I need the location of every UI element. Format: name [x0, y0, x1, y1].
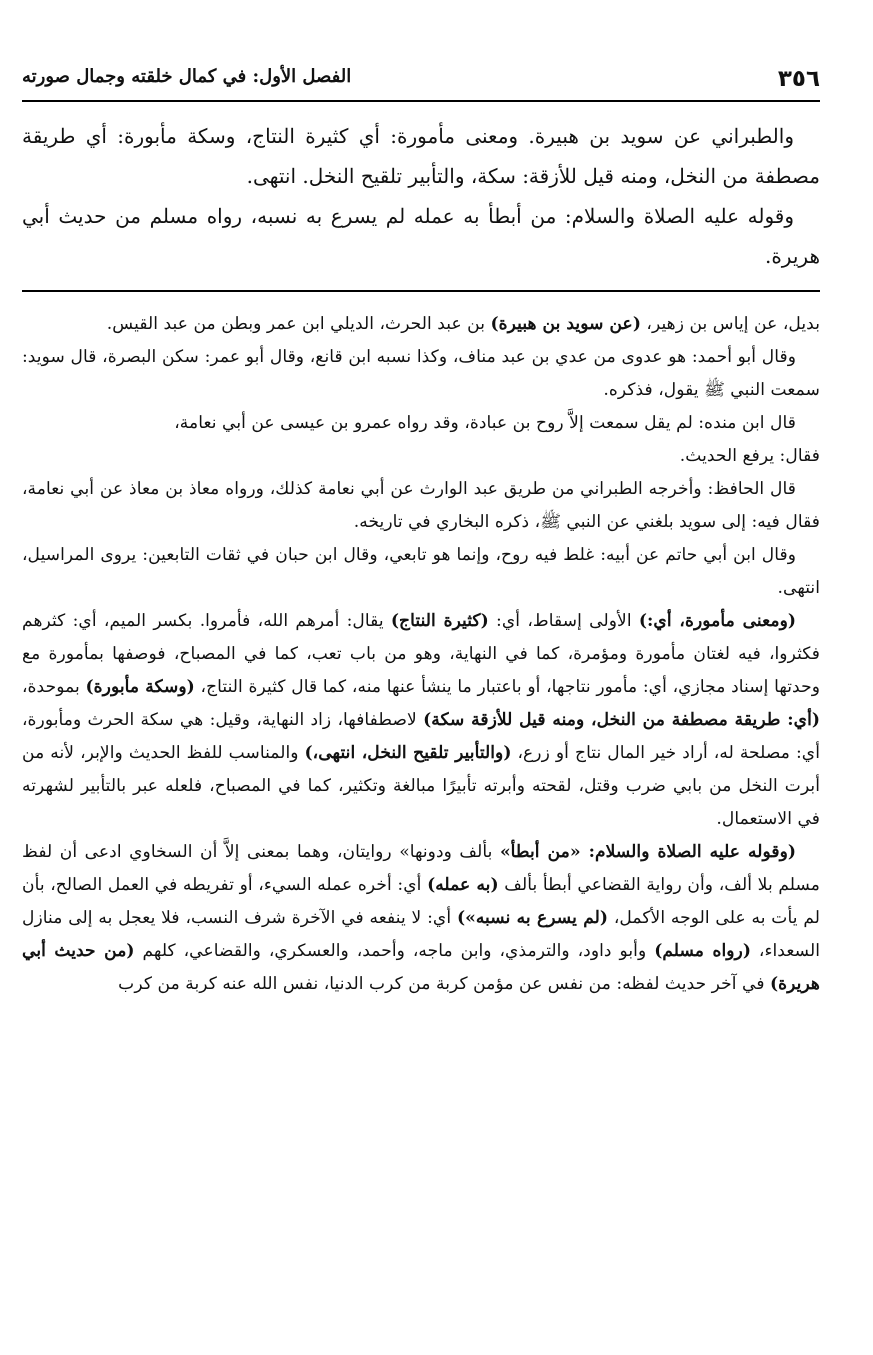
commentary-quote: (كثيرة النتاج) [390, 611, 489, 631]
page-number: ٣٥٦ [777, 66, 820, 92]
matn-text-block [22, 102, 820, 292]
commentary-quote: (به عمله) [427, 875, 499, 895]
commentary-text: الأولى إسقاط، أي: [496, 611, 632, 631]
commentary-text-block [22, 292, 820, 1001]
commentary-quote: (عن سويد بن هبيرة) [490, 314, 641, 334]
commentary-quote: (من حديث أبي هريرة) [22, 941, 820, 994]
matn-paragraph: والطبراني عن سويد بن هبيرة. ومعنى مأمورة: أي كثيرة النتاج، وسكة مأبورة: أي طريقة مصطفة من النخل، ومنه قيل للأزقة: سكة، والتأبير تلقيح النخل. انتهى. [22, 124, 820, 188]
commentary-text: في آخر حديث لفظه: من نفس عن مؤمن كربة من كرب الدنيا، نفس الله عنه كربة من كرب [118, 974, 765, 994]
commentary-text: وأبو داود، والترمذي، وابن ماجه، وأحمد، والعسكري، والقضاعي، كلهم [142, 941, 647, 961]
commentary-text: بألف ودونها» روايتان، وهما بمعنى إلاَّ أن السخاوي ادعى أن لفظ مسلم بلا ألف، وأن رواية القضاعي أبطأ بألف [22, 842, 821, 895]
commentary-paragraph: وقال أبو أحمد: هو عدوى من عدي بن عبد مناف، وكذا نسبه ابن قانع، وقال أبو عمر: سكن البصرة، قال سويد: سمعت النبي ﷺ يقول، فذكره. [22, 347, 820, 400]
commentary-quote: (رواه مسلم) [654, 941, 751, 961]
commentary-paragraph [22, 308, 820, 341]
commentary-quote: (ومعنى مأمورة، أي:) [638, 611, 797, 631]
commentary-paragraph: وقال ابن أبي حاتم عن أبيه: غلط فيه روح، وإنما هو تابعي، وقال ابن حبان في ثقات التابعين: يروى المراسيل، انتهى. [22, 545, 820, 598]
commentary-quote: (والتأبير تلقيح النخل، انتهى،) [304, 743, 512, 763]
commentary-text: بموحدة، [22, 677, 80, 697]
commentary-text: بديل، عن إياس بن زهير، [646, 314, 820, 334]
commentary-paragraph: فقال: يرفع الحديث. [679, 446, 820, 466]
commentary-paragraph [22, 605, 820, 836]
commentary-quote: (وقوله عليه الصلاة والسلام: «من أبطأ» [499, 842, 797, 862]
commentary-quote: (أي: طريقة مصطفة من النخل، ومنه قيل للأزقة سكة) [423, 710, 820, 730]
commentary-text: بن عبد الحرث، الديلي ابن عمر وبطن من عبد القيس. [106, 314, 486, 334]
commentary-quote: (وسكة مأبورة) [85, 677, 195, 697]
commentary-text: أي: لا ينفعه في الآخرة شرف النسب، فلا يعجل به إلى منازل السعداء، [22, 908, 820, 961]
commentary-text: يقال: أمرهم الله، فأمروا. بكسر الميم، أي: كثرهم فكثروا، فيه لغتان مأمورة ومؤمرة، كما في النهاية، وهو من باب تعب، كما في المصباح، فوصفها بمأمورة مع وحدتها إسناد مجازي، أي: مأمور نتاجها، أو باعتبار ما ينشأ عنها منه، كما قال كثيرة النتاج، [22, 611, 820, 697]
commentary-text: لاصطفافها، زاد النهاية، وقيل: هي سكة الحرث ومأبورة، أي: مصلحة له، أراد خير المال نتاج أو زرع، [22, 710, 820, 763]
commentary-text: أي: أخره عمله السيء، أو تفريطه في العمل الصالح، بأن لم يأت به على الوجه الأكمل، [22, 875, 820, 928]
book-page [22, 52, 820, 1001]
running-title: الفصل الأول: في كمال خلقته وجمال صورته [22, 66, 352, 87]
commentary-quote: (لم يسرع به نسبه») [456, 908, 609, 928]
commentary-paragraph [22, 836, 820, 1001]
page-header [22, 52, 820, 102]
commentary-paragraph: قال ابن منده: لم يقل سمعت إلاَّ روح بن عبادة، وقد رواه عمرو بن عيسى عن أبي نعامة، [174, 413, 796, 433]
matn-paragraph: وقوله عليه الصلاة والسلام: من أبطأ به عمله لم يسرع به نسبه، رواه مسلم من حديث أبي هريرة. [22, 204, 820, 268]
commentary-paragraph: قال الحافظ: وأخرجه الطبراني من طريق عبد الوارث عن أبي نعامة كذلك، ورواه معاذ بن معاذ عن أبي نعامة، فقال فيه: إلى سويد بلغني عن النبي ﷺ، ذكره البخاري في تاريخه. [22, 479, 820, 532]
commentary-text: والمناسب للفظ الحديث والإبر، لأنه من أبرت النخل من بابي ضرب وقتل، لقحته وأبرته تأبيرًا مبالغة وتكثير، كما في المصباح، فلعله عبر بالتأبير لشهرته في الاستعمال. [22, 743, 820, 829]
